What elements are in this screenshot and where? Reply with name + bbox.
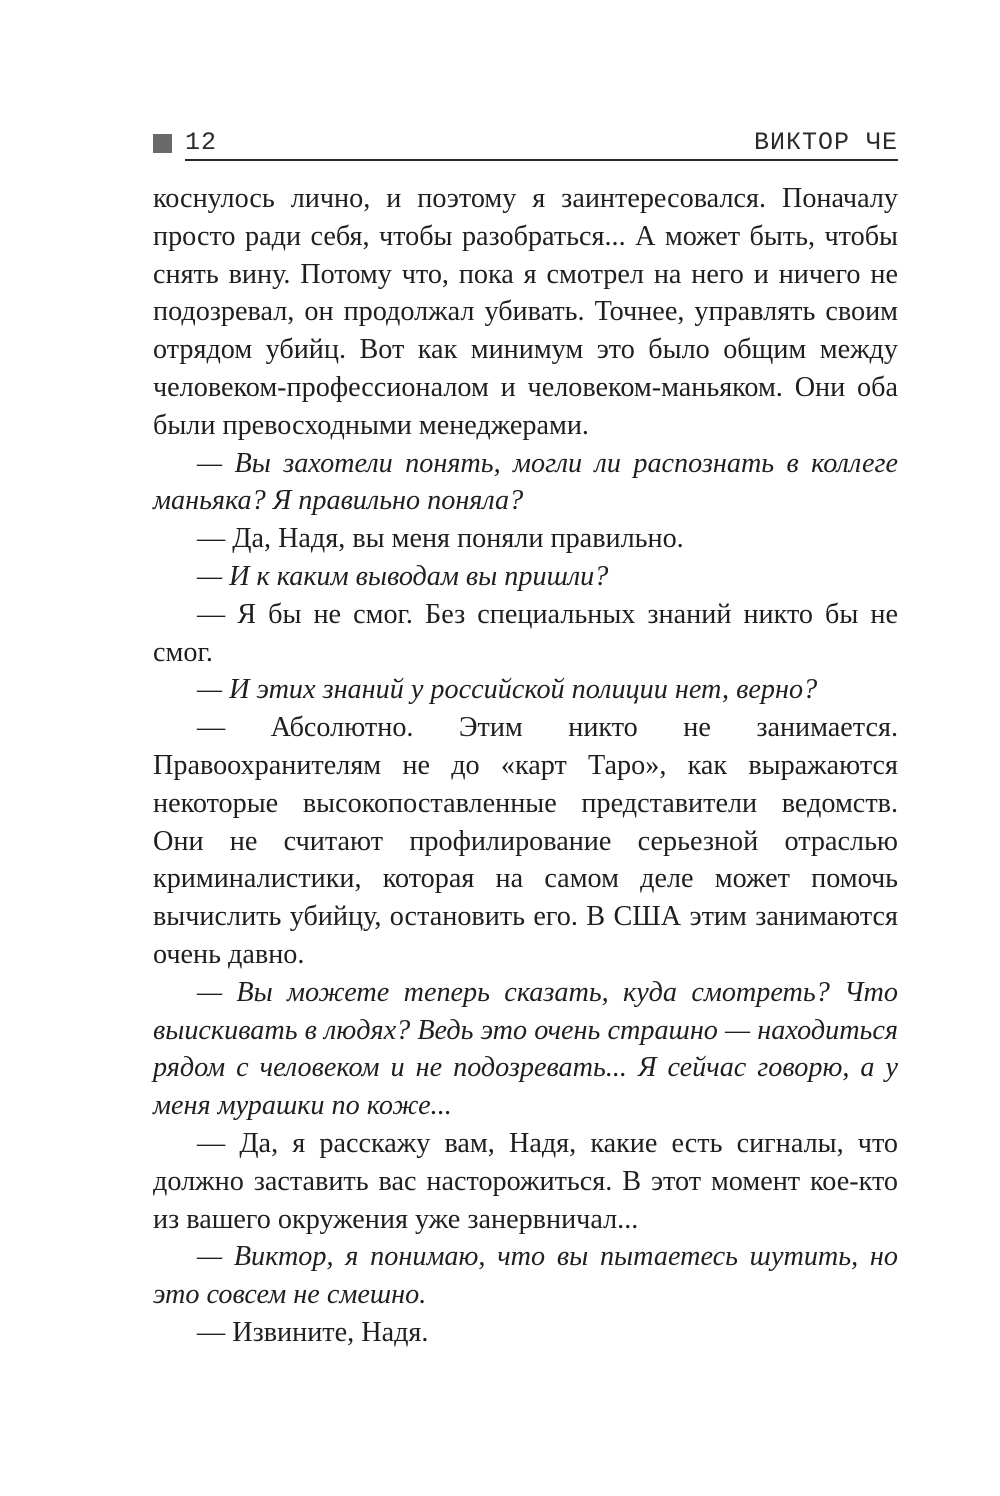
dialogue-answer: — Я бы не смог. Без специальных знаний никто бы не смог. [153, 598, 898, 668]
header-square-marker [153, 134, 172, 153]
dialogue-answer: — Извините, Надя. [197, 1316, 429, 1348]
dialogue-question: — Вы захотели понять, могли ли распознать в коллеге маньяка? Я правильно поняла? [153, 447, 898, 517]
paragraph: коснулось лично, и поэтому я заинтересовался. Поначалу просто ради себя, чтобы разобраться... А может быть, чтобы снять вину. Потому что, пока я смотрел на него и ничего не подозревал, он продолжал убивать. Точнее, управлять своим отрядом убийц. Вот как минимум это было общим между человеком-профессионалом и человеком-маньяком. Они оба были превосходными менеджерами. [153, 183, 898, 441]
header-rule [185, 159, 898, 161]
dialogue-answer: — Абсолютно. Этим никто не занимается. Правоохранителям не до «карт Таро», как выражаются некоторые высокопоставленные представители ведомств. Они не считают профилирование серьезной отраслью криминалистики, которая на самом деле может помочь вычислить убийцу, остановить его. В США этим занимаются очень давно. [153, 712, 898, 970]
dialogue-question: — Вы можете теперь сказать, куда смотреть? Что выискивать в людях? Ведь это очень страшно — находиться рядом с человеком и не подозревать... Я сейчас говорю, а у меня мурашки по коже... [153, 976, 898, 1122]
dialogue-answer: — Да, Надя, вы меня поняли правильно. [197, 523, 684, 555]
running-header [153, 126, 898, 162]
running-head-author: ВИКТОР ЧЕ [753, 128, 898, 157]
dialogue-question: — И к каким выводам вы пришли? [197, 560, 609, 592]
page-body [153, 180, 898, 1352]
dialogue-question: — И этих знаний у российской полиции нет, верно? [197, 674, 818, 706]
dialogue-question: — Виктор, я понимаю, что вы пытаетесь шутить, но это совсем не смешно. [153, 1241, 898, 1311]
dialogue-answer: — Да, я расскажу вам, Надя, какие есть сигналы, что должно заставить вас насторожиться. В этот момент кое-кто из вашего окружения уже занервничал... [153, 1127, 898, 1235]
page-number: 12 [185, 128, 218, 157]
